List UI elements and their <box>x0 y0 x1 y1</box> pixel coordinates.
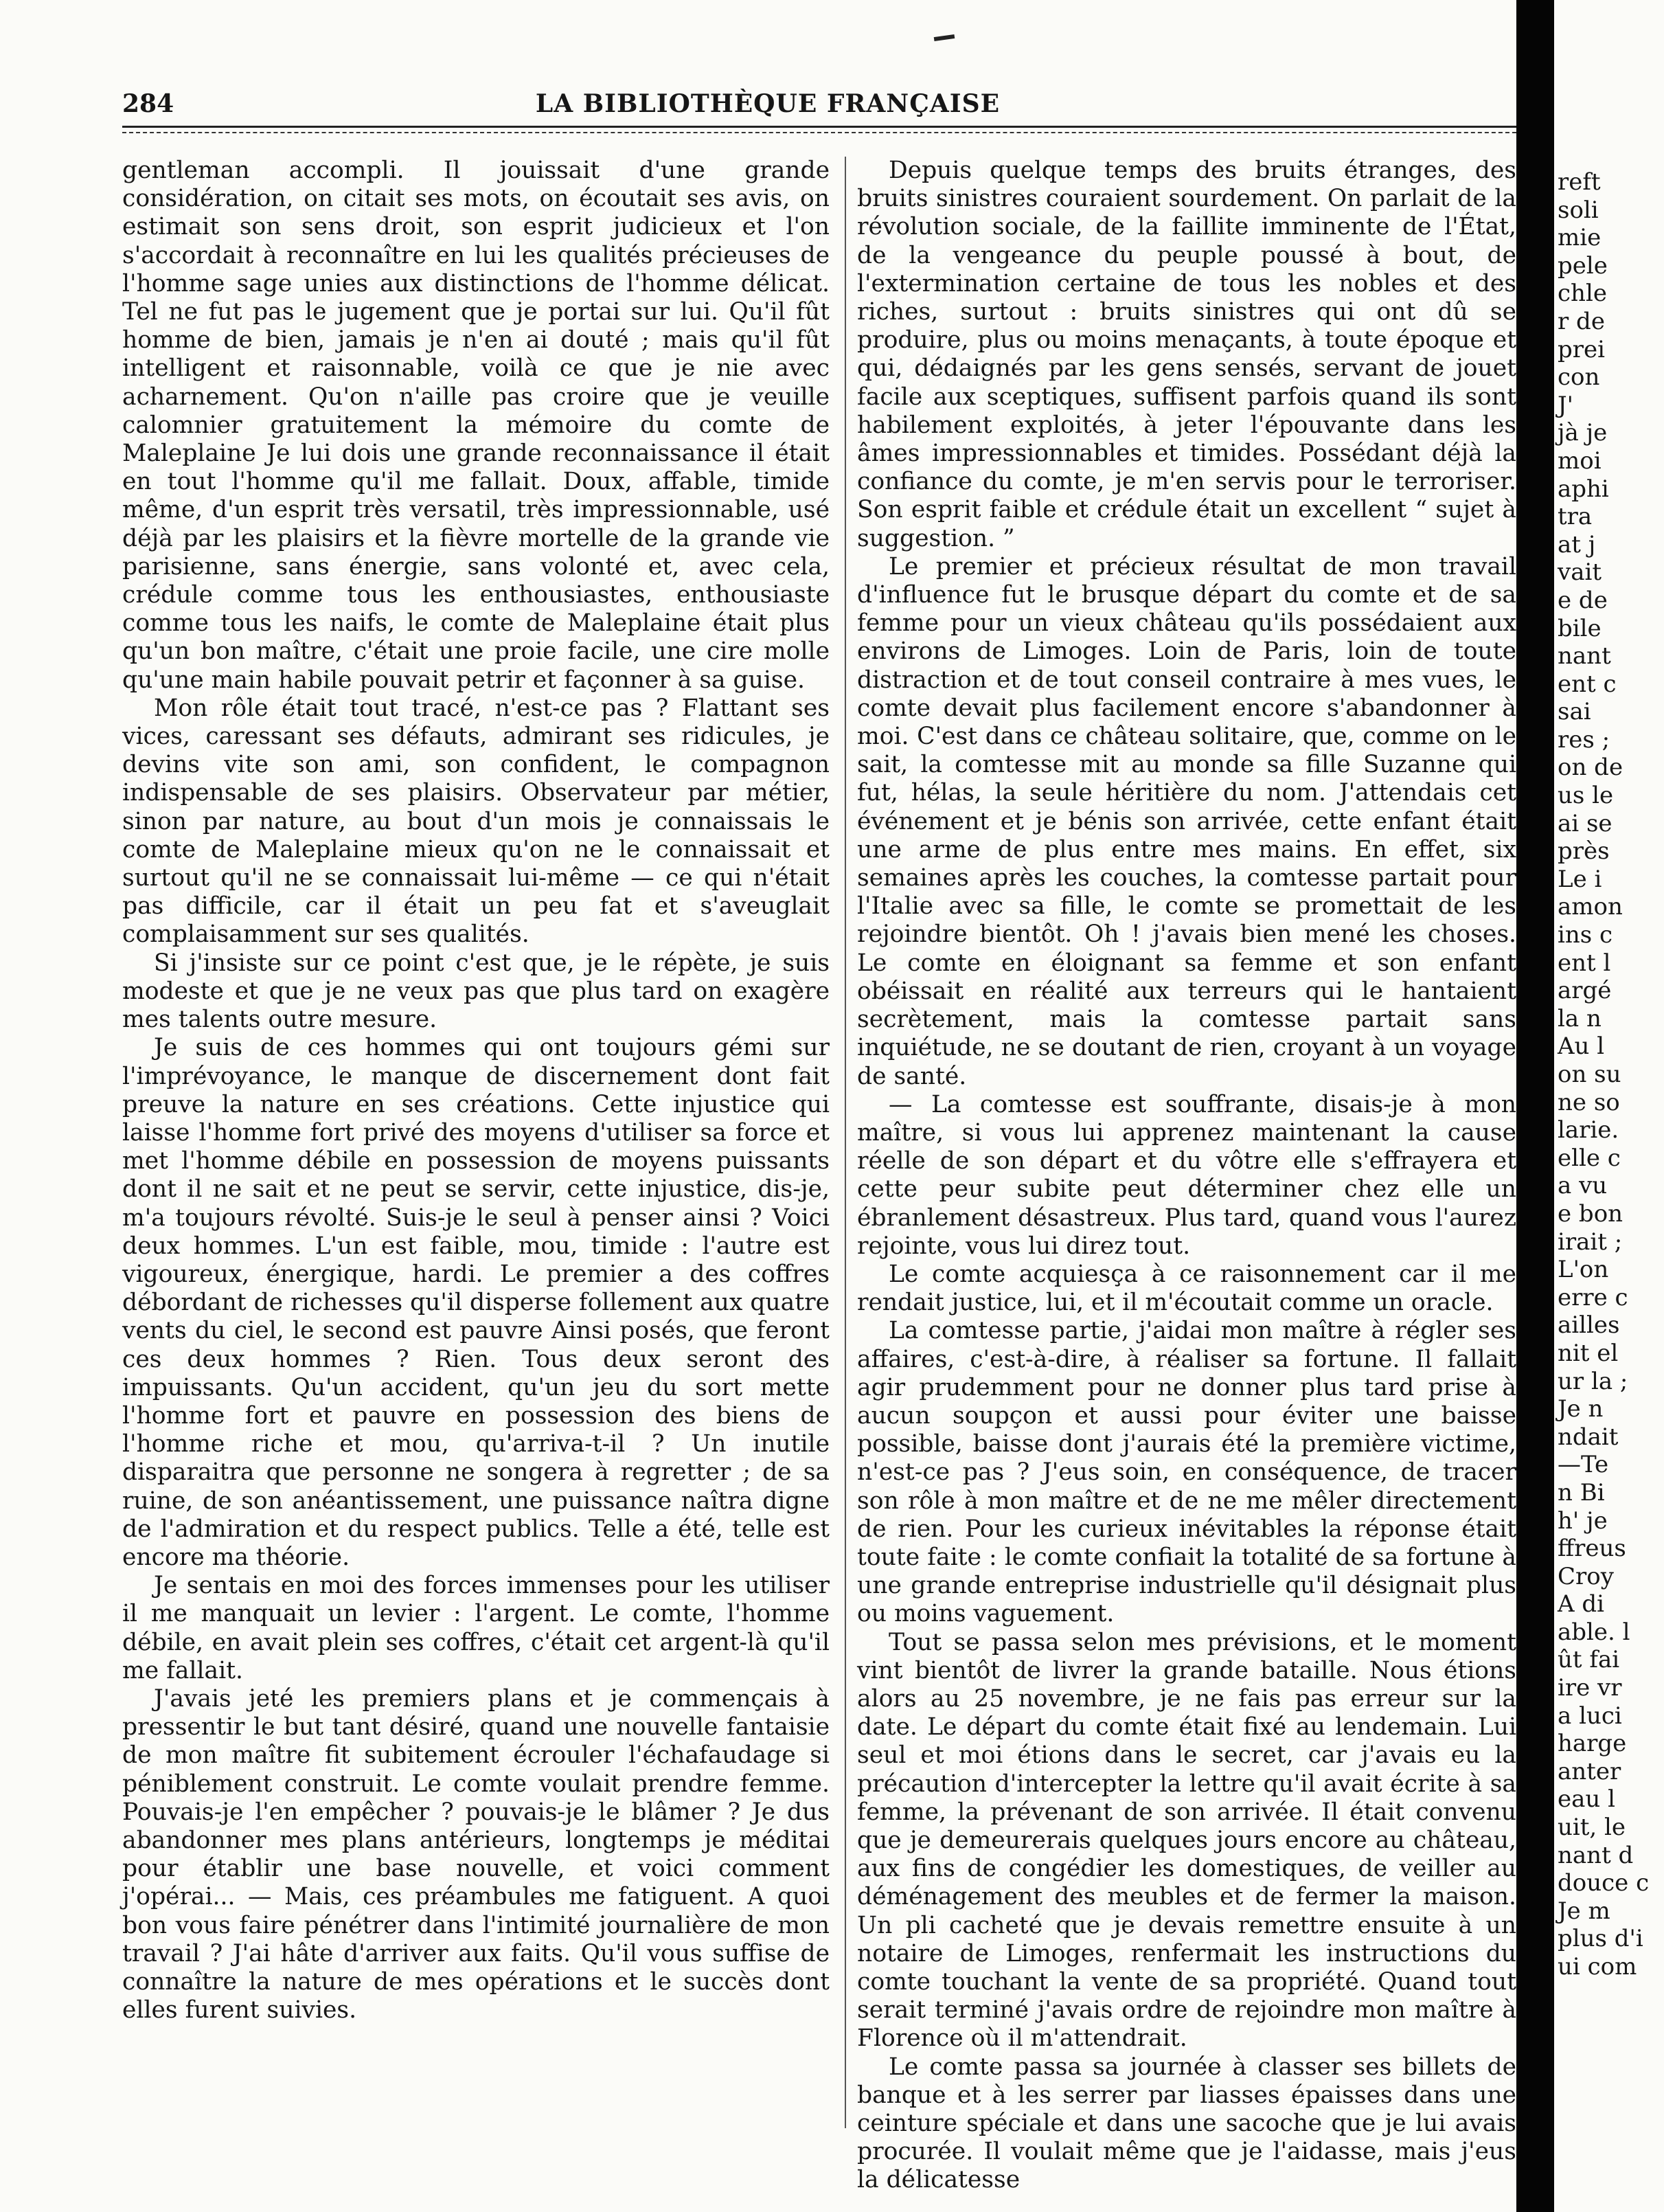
left-column <box>122 157 830 2149</box>
scan-gutter-shadow <box>1516 0 1554 2212</box>
header-rule-dashed <box>122 132 1537 133</box>
paragraph: Je suis de ces hommes qui ont toujours gémi sur l'imprévoyance, le manque de discernement dont fait preuve la nature en ses créations. Cette injustice qui laisse l'homme fort privé des moyens d'utiliser sa force et met l'homme débile en possession de moyens puissants dont il ne sait et ne peut se servir, cette injustice, dis-je, m'a toujours révolté. Suis-je le seul à penser ainsi ? Voici deux hommes. L'un est faible, mou, timide : l'autre est vigoureux, énergique, hardi. Le premier a des coffres débordant de richesses qu'il disperse follement aux quatre vents du ciel, le second est pauvre Ainsi posés, que feront ces deux hommes ? Rien. Tous deux seront des impuissants. Qu'un accident, qu'un jeu du sort mette l'homme fort et pauvre en possession des biens de l'homme riche et mou, qu'arriva-t-il ? Un inutile disparaitra que personne ne songera à regretter ; de sa ruine, de son anéantissement, une puissance naîtra digne de l'admiration et du respect publics. Telle a été, telle est encore ma théorie. <box>122 1034 830 1571</box>
edge-fragment: erre c <box>1558 1283 1628 1311</box>
edge-fragment: nant d <box>1558 1841 1634 1869</box>
edge-fragment: a luci <box>1558 1702 1622 1730</box>
edge-fragment: ffreus <box>1558 1535 1626 1563</box>
edge-fragment: moi <box>1558 447 1602 475</box>
right-column <box>857 157 1516 2194</box>
edge-fragment: ai se <box>1558 809 1612 837</box>
edge-fragment: nit el <box>1558 1339 1619 1367</box>
paragraph: Tout se passa selon mes prévisions, et le moment vint bientôt de livrer la grande bataille. Nous étions alors au 25 novembre, je ne fais pas erreur sur la date. Le départ du comte était fixé au lendemain. Lui seul et moi étions dans le secret, car j'avais eu la précaution d'intercepter la lettre qu'il avait écrite à sa femme, la prévenant de son arrivée. Il était convenu que je demeurerais quelques jours encore au château, aux fins de congédier les domestiques, de veiller au déménagement des meubles et de fermer la maison. Un pli cacheté que je devais remettre ensuite à un notaire de Limoges, renfermait les instructions du comte touchant la vente de sa propriété. Quand tout serait terminé j'avais ordre de rejoindre mon maître à Florence où il m'attendrait. <box>857 1628 1516 2053</box>
edge-fragment: Croy <box>1558 1562 1614 1590</box>
edge-fragment: sai <box>1558 698 1591 726</box>
edge-fragment: reft <box>1558 168 1601 196</box>
edge-fragment: Le i <box>1558 865 1602 893</box>
edge-fragment: ire vr <box>1558 1674 1622 1702</box>
column-divider <box>845 157 846 2128</box>
edge-fragment: harge <box>1558 1730 1627 1758</box>
edge-fragment: ent c <box>1558 670 1617 698</box>
edge-fragment: at j <box>1558 530 1596 558</box>
edge-fragment: prei <box>1558 335 1606 363</box>
page-number: 284 <box>122 89 174 118</box>
edge-fragment: ndait <box>1558 1423 1619 1451</box>
edge-fragment: e de <box>1558 586 1608 614</box>
edge-fragment: elle c <box>1558 1144 1621 1172</box>
edge-fragment: ne so <box>1558 1088 1620 1116</box>
edge-fragment: ui com <box>1558 1953 1637 1980</box>
running-title: LA BIBLIOTHÈQUE FRANÇAISE <box>535 89 1001 118</box>
paragraph: Si j'insiste sur ce point c'est que, je le répète, je suis modeste et que je ne veux pas que plus tard on exagère mes talents outre mesure. <box>122 949 830 1034</box>
edge-fragment: ent l <box>1558 949 1611 977</box>
paragraph: Le comte acquiesça à ce raisonnement car il me rendait justice, lui, et il m'écoutait comme un oracle. <box>857 1260 1516 1317</box>
edge-fragment: chle <box>1558 280 1607 308</box>
edge-fragment: la n <box>1558 1004 1602 1032</box>
edge-fragment: r de <box>1558 307 1605 335</box>
edge-fragment: con <box>1558 363 1600 392</box>
edge-fragment: argé <box>1558 977 1612 1005</box>
paragraph: Le premier et précieux résultat de mon travail d'influence fut le brusque départ du comte et de sa femme pour un vieux château qu'ils possédaient aux environs de Limoges. Loin de Paris, loin de toute distraction et de tout conseil contraire à mes vues, le comte devait plus facilement encore s'abandonner à moi. C'est dans ce château solitaire, que, comme on le sait, la comtesse mit au monde sa fille Suzanne qui fut, hélas, la seule héritière du nom. J'attendais cet événement et je bénis son arrivée, cette enfant était une arme de plus entre mes mains. En effet, six semaines après les couches, la comtesse partait pour l'Italie avec sa fille, le comte se promettait de les rejoindre bientôt. Oh ! j'avais bien mené les choses. Le comte en éloignant sa femme et son enfant obéissait en réalité aux terreurs qui le hantaient secrètement, mais la comtesse partait sans inquiétude, ne se doutant de rien, croyant à un voyage de santé. <box>857 552 1516 1090</box>
edge-fragment: Je n <box>1558 1395 1604 1423</box>
edge-fragment: tra <box>1558 503 1593 531</box>
edge-fragment: us le <box>1558 782 1614 810</box>
edge-fragment: ailles <box>1558 1311 1620 1340</box>
edge-fragment: on de <box>1558 754 1623 782</box>
edge-fragment: on su <box>1558 1061 1621 1088</box>
edge-fragment: larie. <box>1558 1116 1619 1144</box>
edge-fragment: uit, le <box>1558 1814 1626 1842</box>
edge-fragment: irait ; <box>1558 1228 1623 1256</box>
header-rule <box>122 126 1537 128</box>
paragraph: Depuis quelque temps des bruits étranges, des bruits sinistres couraient sourdement. On parlait de la révolution sociale, de la faillite imminente de l'État, de la vengeance du peuple poussé à bout, de l'extermination certaine de tous les nobles et des riches, surtout : bruits sinistres qui ont dû se produire, plus ou moins menaçants, à toute époque et qui, dédaignés par les gens sensés, servant de jouet facile aux sceptiques, suffisent parfois quand ils sont habilement exploités, à jeter l'épouvante dans les âmes impressionnables et timides. Possédant déjà la confiance du comte, je m'en servis pour le terroriser. Son esprit faible et crédule était un excellent “ sujet à suggestion. ” <box>857 157 1516 552</box>
edge-fragment: nant <box>1558 642 1611 670</box>
paragraph: gentleman accompli. Il jouissait d'une grande considération, on citait ses mots, on écoutait ses avis, on estimait son sens droit, son esprit judicieux et l'on s'accordait à reconnaître en lui les qualités précieuses de l'homme sage unies aux distinctions de l'homme délicat. Tel ne fut pas le jugement que je portai sur lui. Qu'il fût homme de bien, jamais je n'en ai douté ; mais qu'il fût intelligent et raisonnable, voilà ce que je nie avec acharnement. Qu'on n'aille pas croire que je veuille calomnier gratuitement la mémoire du comte de Maleplaine Je lui dois une grande reconnaissance il était en tout l'homme qu'il me fallait. Doux, affable, timide même, d'un esprit très versatil, très impressionnable, usé déjà par les plaisirs et la fièvre mortelle de la grande vie parisienne, sans énergie, sans volonté et, avec cela, crédule comme tous les enthousiastes, enthousiaste comme tous les naifs, le comte de Maleplaine était plus qu'un bon maître, c'était une proie facile, une cire molle qu'une main habile pouvait petrir et façonner à sa guise. <box>122 157 830 694</box>
edge-fragment: ins c <box>1558 921 1613 949</box>
edge-fragment: res ; <box>1558 725 1610 754</box>
paragraph: Le comte passa sa journée à classer ses billets de banque et à les serrer par liasses épaisses dans une ceinture spéciale et dans une sacoche que je lui avais procurée. Il voulait même que je l'aidasse, mais j'eus la délicatesse <box>857 2053 1516 2194</box>
edge-fragment: jà je <box>1558 419 1608 447</box>
scan-mark <box>934 34 955 41</box>
edge-fragment: plus d'i <box>1558 1925 1643 1953</box>
paragraph: La comtesse partie, j'aidai mon maître à régler ses affaires, c'est-à-dire, à réaliser sa fortune. Il fallait agir prudemment pour ne donner plus tard prise à aucun soupçon et aussi pour éviter une baisse possible, baisse dont j'aurais été la première victime, n'est-ce pas ? J'eus soin, en conséquence, de tracer son rôle à mon maître et de ne me mêler directement de rien. Pour les curieux inévitables la réponse était toute faite : le comte confiait la totalité de sa fortune à une grande entreprise industrielle qu'il désignait plus ou moins vaguement. <box>857 1317 1516 1628</box>
edge-fragment: J' <box>1558 391 1573 419</box>
page-header <box>122 81 1413 122</box>
edge-fragment: —Te <box>1558 1451 1609 1479</box>
edge-fragment: soli <box>1558 196 1599 224</box>
edge-fragment: bile <box>1558 614 1602 642</box>
edge-fragment: amon <box>1558 893 1623 921</box>
edge-fragment: L'on <box>1558 1256 1609 1284</box>
edge-fragment: Je m <box>1558 1897 1610 1925</box>
edge-fragment: h' je <box>1558 1506 1608 1535</box>
edge-fragment: A di <box>1558 1590 1604 1618</box>
edge-fragment: anter <box>1558 1757 1621 1785</box>
paragraph: J'avais jeté les premiers plans et je commençais à pressentir le but tant désiré, quand une nouvelle fantaisie de mon maître fit subitement écrouler l'échafaudage si péniblement construit. Le comte voulait prendre femme. Pouvais-je l'en empêcher ? pouvais-je le blâmer ? Je dus abandonner mes plans antérieurs, longtemps je méditai pour établir une base nouvelle, et voici comment j'opérai... — Mais, ces préambules me fatiguent. A quoi bon vous faire pénétrer dans l'intimité journalière de mon travail ? J'ai hâte d'arriver aux faits. Qu'il vous suffise de connaître la nature de mes opérations et le succès dont elles furent suivies. <box>122 1684 830 2024</box>
edge-fragment: a vu <box>1558 1172 1608 1200</box>
edge-fragment: vait <box>1558 558 1602 587</box>
edge-fragment: e bon <box>1558 1199 1623 1228</box>
edge-fragment: ût fai <box>1558 1646 1620 1674</box>
edge-fragment: près <box>1558 837 1610 866</box>
edge-fragment: aphi <box>1558 475 1609 503</box>
edge-fragment: douce c <box>1558 1869 1650 1897</box>
edge-fragment: able. l <box>1558 1618 1630 1646</box>
paragraph: — La comtesse est souffrante, disais-je à mon maître, si vous lui apprenez maintenant la cause réelle de son départ et du vôtre elle s'effrayera et cette peur subite peut déterminer chez elle un ébranlement désastreux. Plus tard, quand vous l'aurez rejointe, vous lui direz tout. <box>857 1090 1516 1260</box>
edge-fragment: ur la ; <box>1558 1367 1628 1395</box>
edge-fragment: Au l <box>1558 1032 1605 1061</box>
edge-fragment: eau l <box>1558 1785 1615 1814</box>
edge-fragment: mie <box>1558 224 1602 252</box>
paragraph: Je sentais en moi des forces immenses pour les utiliser il me manquait un levier : l'argent. Le comte, l'homme débile, en avait plein ses coffres, c'était cet argent-là qu'il me fallait. <box>122 1572 830 1684</box>
adjacent-page-edge <box>1558 168 1661 2188</box>
edge-fragment: pele <box>1558 251 1608 280</box>
paragraph: Mon rôle était tout tracé, n'est-ce pas ? Flattant ses vices, caressant ses défauts, admirant ses ridicules, je devins vite son ami, son confident, le compagnon indispensable de ses plaisirs. Observateur par métier, sinon par nature, au bout d'un mois je connaissais le comte de Maleplaine mieux qu'on ne le connaissait et surtout qu'il ne se connaissait lui-même — ce qui n'était pas difficile, car il était un peu fat et s'aveuglait complaisamment sur ses qualités. <box>122 694 830 949</box>
edge-fragment: n Bi <box>1558 1478 1605 1506</box>
